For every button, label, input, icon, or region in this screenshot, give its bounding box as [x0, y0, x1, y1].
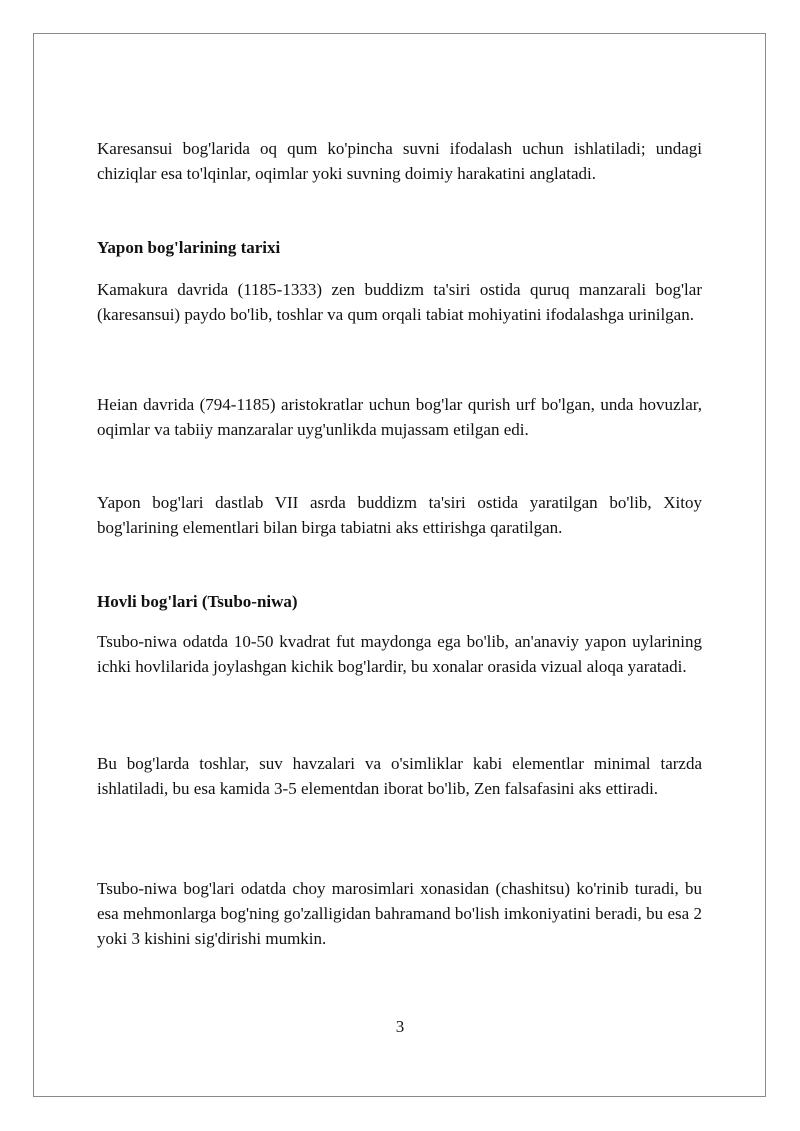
paragraph-tsubo-niwa-size: Tsubo-niwa odatda 10-50 kvadrat fut maydonga ega bo'lib, an'anaviy yapon uylarining ichki hovlilarida joylashgan kichik bog'lardir, bu xonalar orasida vizual aloqa yaratadi. [97, 632, 702, 676]
heading-history: Yapon bog'larining tarixi [97, 238, 281, 257]
paragraph-heian: Heian davrida (794-1185) aristokratlar uchun bog'lar qurish urf bo'lgan, unda hovuzlar, oqimlar va tabiiy manzaralar uyg'unlikda mujassam etilgan edi. [97, 395, 702, 439]
paragraph-origins: Yapon bog'lari dastlab VII asrda buddizm ta'siri ostida yaratilgan bo'lib, Xitoy bog'larining elementlari bilan birga tabiatni aks ettirishga qaratilgan. [97, 493, 702, 537]
paragraph-karesansui-sand: Karesansui bog'larida oq qum ko'pincha suvni ifodalash uchun ishlatiladi; undagi chiziqlar esa to'lqinlar, oqimlar yoki suvning doimiy harakatini anglatadi. [97, 139, 702, 183]
page-number: 3 [395, 1017, 405, 1036]
paragraph-kamakura: Kamakura davrida (1185-1333) zen buddizm ta'siri ostida quruq manzarali bog'lar (karesansui) paydo bo'lib, toshlar va qum orqali tabiat mohiyatini ifodalashga urinilgan. [97, 280, 702, 324]
paragraph-minimal-elements: Bu bog'larda toshlar, suv havzalari va o'simliklar kabi elementlar minimal tarzda ishlatiladi, bu esa kamida 3-5 elementdan iborat bo'lib, Zen falsafasini aks ettiradi. [97, 754, 702, 798]
paragraph-tea-room: Tsubo-niwa bog'lari odatda choy marosimlari xonasidan (chashitsu) ko'rinib turadi, bu esa mehmonlarga bog'ning go'zalligidan bahramand bo'lish imkoniyatini beradi, bu esa 2 yoki 3 kishini sig'dirishi mumkin. [97, 879, 702, 948]
heading-tsubo-niwa: Hovli bog'lari (Tsubo-niwa) [97, 592, 298, 611]
